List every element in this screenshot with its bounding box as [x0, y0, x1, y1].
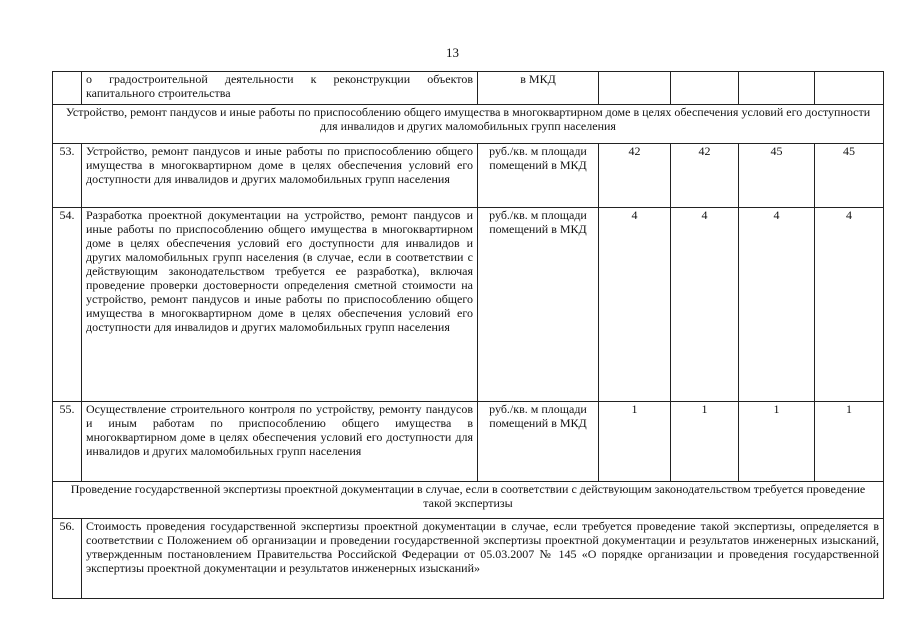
row-value-1: 42: [599, 144, 671, 208]
row-value-4: 4: [815, 208, 884, 402]
row-value-4: 1: [815, 402, 884, 482]
page-number: 13: [446, 45, 459, 60]
section-header-expertise: Проведение государственной экспертизы проектной документации в случае, если в соответствии с действующим законодательством требуется проведение такой экспертизы: [53, 482, 884, 519]
row-number: 56.: [53, 519, 82, 599]
row-value-3: [739, 72, 815, 105]
row-value-4: 45: [815, 144, 884, 208]
row-value-2: 4: [671, 208, 739, 402]
row-number: 55.: [53, 402, 82, 482]
row-description: Осуществление строительного контроля по устройству, ремонту пандусов и иным работам по приспособлению общего имущества в многоквартирном доме в целях обеспечения условий его доступности для инвалидов и других маломобильных групп населения: [82, 402, 478, 482]
row-description: Стоимость проведения государственной экспертизы проектной документации в случае, если требуется проведение такой экспертизы, определяется в соответствии с Положением об организации и проведении государственной экспертизы проектной документации и результатов инженерных изысканий, утвержденным постановлением Правительства Российской Федерации от 05.03.2007 № 145 «О порядке организации и проведения государственной экспертизы проектной документации и результатов инженерных изысканий»: [82, 519, 884, 599]
row-number-cell: [53, 72, 82, 105]
row-unit: в МКД: [478, 72, 599, 105]
row-unit: руб./кв. м площади помещений в МКД: [478, 208, 599, 402]
row-value-1: 4: [599, 208, 671, 402]
row-value-2: [671, 72, 739, 105]
row-description: Устройство, ремонт пандусов и иные работы по приспособлению общего имущества в многоквартирном доме в целях обеспечения условий его доступности для инвалидов и других маломобильных групп населения: [82, 144, 478, 208]
table-row: [53, 144, 884, 208]
section-header-row: [53, 482, 884, 519]
row-description: о градостроительной деятельности к реконструкции объектов капитального строительства: [82, 72, 478, 105]
row-description: Разработка проектной документации на устройство, ремонт пандусов и иные работы по приспособлению общего имущества в многоквартирном доме в целях обеспечения условий его доступности для инвалидов и других маломобильных групп населения (в случае, если в соответствии с действующим законодательством требуется ее разработка), включая проведение проверки достоверности определения сметной стоимости на устройство, ремонт пандусов и иные работы по приспособлению общего имущества в многоквартирном доме в целях обеспечения условий его доступности для инвалидов и других маломобильных групп населения: [82, 208, 478, 402]
row-value-4: [815, 72, 884, 105]
row-value-3: 45: [739, 144, 815, 208]
row-number: 53.: [53, 144, 82, 208]
row-number: 54.: [53, 208, 82, 402]
table-row: [53, 402, 884, 482]
row-value-3: 1: [739, 402, 815, 482]
row-value-2: 1: [671, 402, 739, 482]
row-value-2: 42: [671, 144, 739, 208]
table-row: [53, 519, 884, 599]
table-row-continued: [53, 72, 884, 105]
row-value-1: 1: [599, 402, 671, 482]
section-header-row: [53, 105, 884, 144]
row-value-3: 4: [739, 208, 815, 402]
rates-table: [52, 71, 884, 599]
table-row: [53, 208, 884, 402]
section-header-ramps: Устройство, ремонт пандусов и иные работы по приспособлению общего имущества в многоквартирном доме в целях обеспечения условий его доступности для инвалидов и других маломобильных групп населения: [53, 105, 884, 144]
row-unit: руб./кв. м площади помещений в МКД: [478, 144, 599, 208]
row-value-1: [599, 72, 671, 105]
row-unit: руб./кв. м площади помещений в МКД: [478, 402, 599, 482]
